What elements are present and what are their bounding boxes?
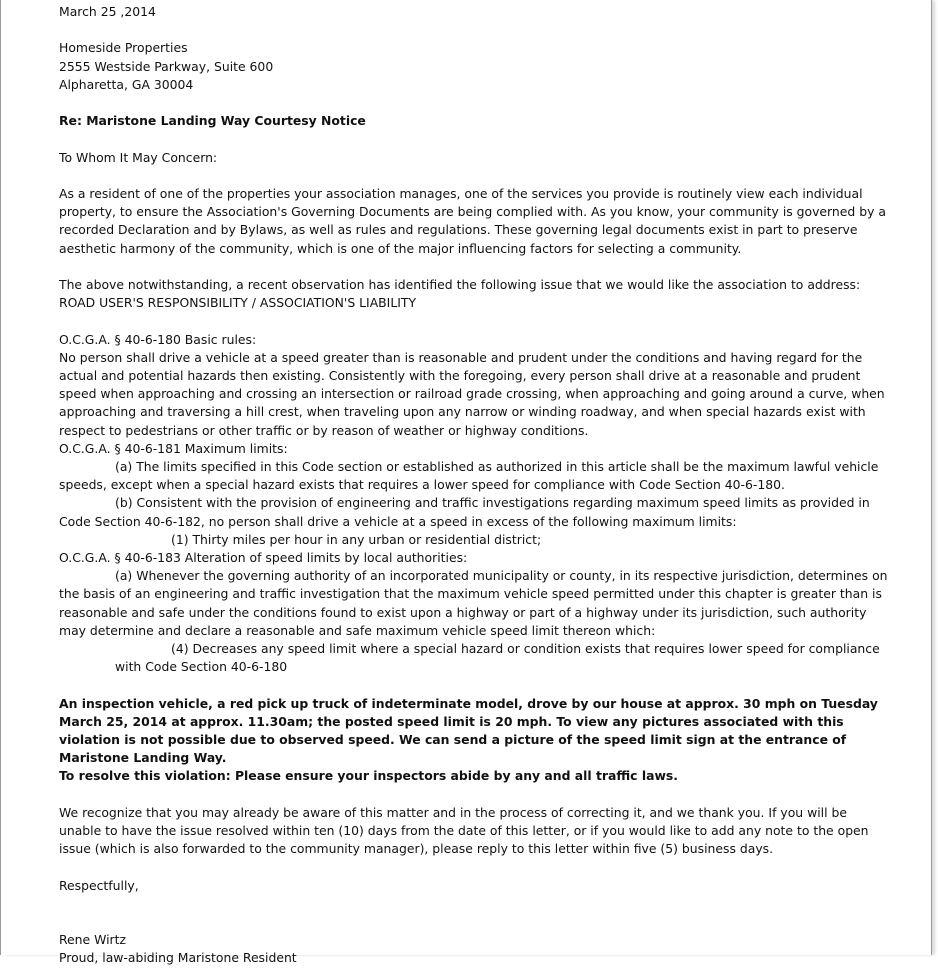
salutation: To Whom It May Concern: bbox=[59, 149, 218, 165]
letter-body bbox=[59, 3, 891, 968]
spacer bbox=[59, 21, 891, 39]
spacer bbox=[59, 895, 891, 913]
spacer bbox=[59, 913, 891, 931]
spacer bbox=[59, 312, 891, 330]
closing-paragraph: We recognize that you may already be aware of this matter and in the process of correcting it, and we thank you. If you will be unable to have the issue resolved within ten (10) days from the date of this letter, or if you would like to add any note to the open issue (which is also forwarded to the community manager), please reply to this letter within five (5) business days. bbox=[59, 804, 869, 857]
code-40-6-183-heading: O.C.G.A. § 40-6-183 Alteration of speed limits by local authorities: bbox=[59, 550, 468, 565]
code-40-6-181-a: (a) The limits specified in this Code section or established as authorized in this article shall be the maximum lawful vehicle speeds, except when a special hazard exists that requires a lower speed for compliance with Code Section 40-6-180. bbox=[59, 458, 879, 493]
intro-paragraph: As a resident of one of the properties your association manages, one of the services you provide is routinely view each individual property, to ensure the Association's Governing Documents are being complied with. As you know, your community is governed by a recorded Declaration and by Bylaws, as well as rules and regulations. These governing legal documents exist in part to preserve aesthetic harmony of the community, which is one of the major influencing factors for selecting a community. bbox=[59, 185, 886, 256]
spacer bbox=[59, 858, 891, 876]
code-40-6-181-b1: (1) Thirty miles per hour in any urban or residential district; bbox=[171, 531, 542, 547]
spacer bbox=[59, 786, 891, 804]
code-40-6-180-heading: O.C.G.A. § 40-6-180 Basic rules: bbox=[59, 331, 257, 347]
spacer bbox=[59, 258, 891, 276]
recipient-name: Homeside Properties bbox=[59, 40, 188, 56]
issue-paragraph: The above notwithstanding, a recent observation has identified the following issue that we would like the association to address: bbox=[59, 276, 861, 292]
issue-title: ROAD USER'S RESPONSIBILITY / ASSOCIATION'S LIABILITY bbox=[59, 295, 417, 311]
signoff: Respectfully, bbox=[59, 877, 139, 893]
resolution-paragraph: To resolve this violation: Please ensure your inspectors abide by any and all traffic laws. bbox=[59, 768, 678, 784]
code-40-6-181-b: (b) Consistent with the provision of engineering and traffic investigations regarding maximum speed limits as provided in Code Section 40-6-182, no person shall drive a vehicle at a speed in excess of the following maximum limits: bbox=[59, 495, 870, 529]
code-40-6-180-text: No person shall drive a vehicle at a speed greater than is reasonable and prudent under the conditions and having regard for the actual and potential hazards then existing. Consistently with the foregoing, every person shall drive at a reasonable and prudent speed when approaching and crossing an intersection or railroad grade crossing, when approaching and going around a curve, when approaching and traversing a hill crest, when traveling upon any narrow or winding roadway, and when special hazards exist with respect to pedestrians or other traffic or by reason of weather or highway conditions. bbox=[59, 349, 885, 438]
code-40-6-183-a: (a) Whenever the governing authority of an incorporated municipality or county, in its respective jurisdiction, determines on the basis of an engineering and traffic investigation that the maximum vehicle speed permitted under this chapter is greater than is reasonable and safe under the conditions found to exist upon a highway or part of a highway under its jurisdiction, such authority may determine and declare a reasonable and safe maximum vehicle speed limit thereon which: bbox=[59, 568, 888, 638]
recipient-city: Alpharetta, GA 30004 bbox=[59, 76, 194, 92]
spacer bbox=[59, 130, 891, 148]
recipient-street: 2555 Westside Parkway, Suite 600 bbox=[59, 58, 274, 74]
subject-line: Re: Maristone Landing Way Courtesy Notice bbox=[59, 113, 366, 129]
signature-title: Proud, law-abiding Maristone Resident bbox=[59, 950, 297, 966]
letter-date: March 25 ,2014 bbox=[59, 4, 156, 19]
signature-name: Rene Wirtz bbox=[59, 932, 126, 948]
code-40-6-181-heading: O.C.G.A. § 40-6-181 Maximum limits: bbox=[59, 440, 288, 456]
incident-paragraph: An inspection vehicle, a red pick up truck of indeterminate model, drove by our house at approx. 30 mph on Tuesday March 25, 2014 at approx. 11.30am; the posted speed limit is 20 mph. To view any pictures associated with this violation is not possible due to observed speed. We can send a picture of the speed limit sign at the entrance of Maristone Landing Way. bbox=[59, 695, 878, 766]
spacer bbox=[59, 94, 891, 112]
spacer bbox=[59, 676, 891, 694]
code-40-6-183-a4: (4) Decreases any speed limit where a special hazard or condition exists that requires lower speed for compliance with Code Section 40-6-180 bbox=[115, 641, 880, 675]
spacer bbox=[59, 167, 891, 185]
